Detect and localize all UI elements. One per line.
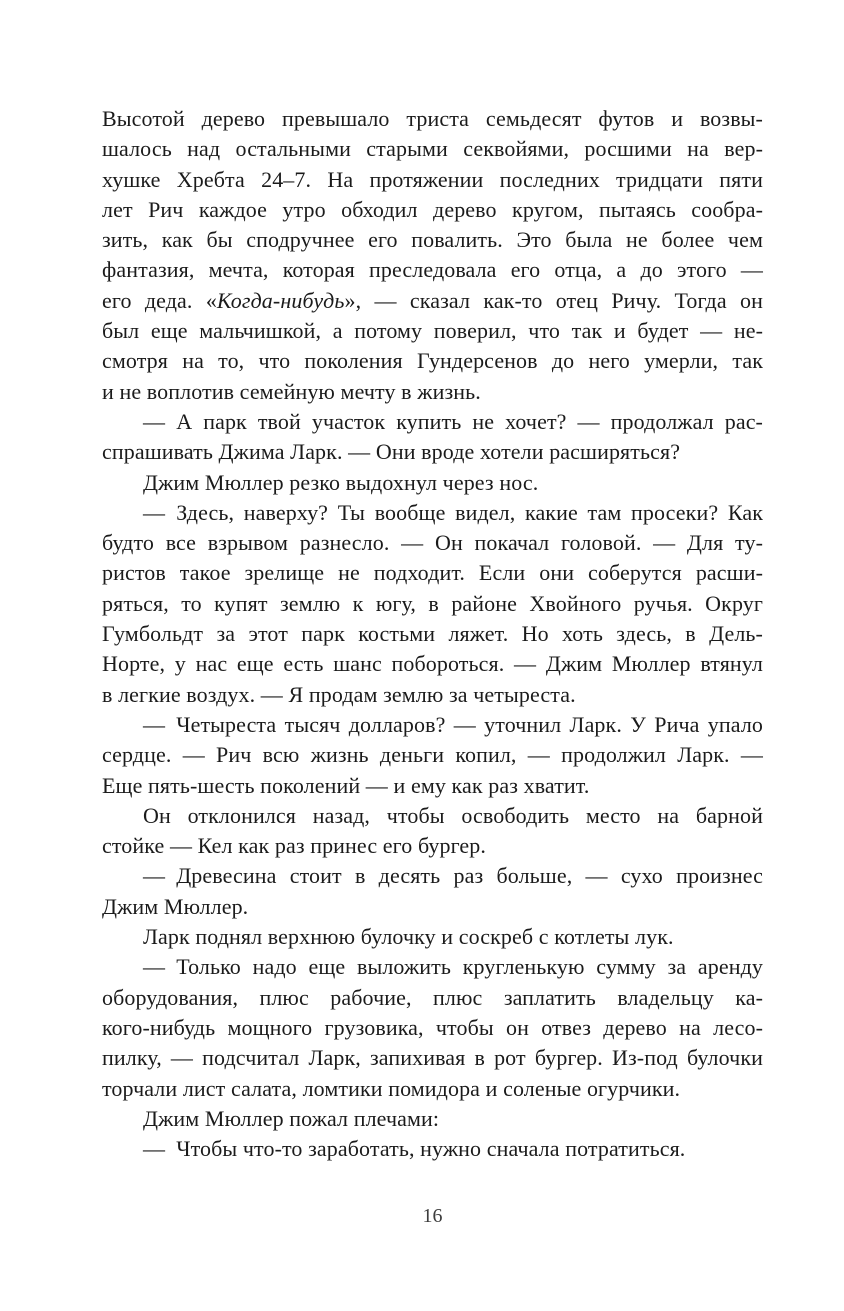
text-line (102, 589, 763, 619)
text-line (102, 892, 763, 922)
text-line (102, 528, 763, 558)
text-run: стойке — Кел как раз принес его бургер. (102, 833, 487, 859)
text-run: Джим Мюллер. (102, 893, 249, 919)
text-line (102, 952, 763, 982)
text-line (102, 680, 763, 710)
text-run: — Четыреста тысяч долларов? — уточнил Ларк. У Рича упало (143, 711, 763, 737)
text-line (102, 255, 763, 285)
text-line (102, 740, 763, 770)
text-run: кого-нибудь мощного грузовика, чтобы он отвез дерево на лесо- (102, 1014, 763, 1040)
text-run: — Только надо еще выложить кругленькую сумму за аренду (143, 954, 763, 980)
text-run: фантазия, мечта, которая преследовала его отца, а до этого — (102, 257, 763, 283)
text-run: хушке Хребта 24–7. На протяжении последних тридцати пяти (102, 166, 763, 192)
text-run: сердце. — Рич всю жизнь деньги копил, — продолжил Ларк. — (102, 742, 763, 768)
text-run: шалось над остальными старыми секвойями, росшими на вер- (102, 136, 763, 162)
text-run: Высотой дерево превышало триста семьдесят футов и возвы- (102, 106, 763, 131)
text-line (102, 619, 763, 649)
text-line (102, 195, 763, 225)
text-run: Гумбольдт за этот парк костьми ляжет. Но хоть здесь, в Дель- (102, 621, 763, 647)
text-line (102, 346, 763, 376)
text-run: торчали лист салата, ломтики помидора и соленые огурчики. (102, 1075, 681, 1101)
page-number: 16 (422, 1205, 443, 1227)
text-line (102, 1104, 763, 1134)
text-run: — Здесь, наверху? Ты вообще видел, какие там просеки? Как (143, 499, 763, 525)
text-line (102, 922, 763, 952)
text-line (102, 1134, 763, 1164)
text-line (102, 165, 763, 195)
text-line (102, 104, 763, 134)
text-line (102, 134, 763, 164)
text-line (102, 649, 763, 679)
text-run: смотря на то, что поколения Гундерсенов до него умерли, так (102, 348, 763, 374)
text-line (102, 407, 763, 437)
text-run: Ларк поднял верхнюю булочку и соскреб с котлеты лук. (143, 924, 674, 950)
text-line (102, 771, 763, 801)
text-run: ристов такое зрелище не подходит. Если они соберутся расши- (102, 560, 763, 586)
text-line (102, 1074, 763, 1104)
text-line (102, 558, 763, 588)
text-run: его деда. « (102, 287, 217, 313)
text-run: был еще мальчишкой, а потому поверил, что так и будет — не- (102, 318, 763, 344)
text-run: Норте, у нас еще есть шанс побороться. — Джим Мюллер втянул (102, 651, 763, 677)
text-line (102, 710, 763, 740)
text-line (102, 316, 763, 346)
text-line (102, 831, 763, 861)
text-run: Еще пять-шесть поколений — и ему как раз хватит. (102, 772, 590, 798)
text-line (102, 468, 763, 498)
text-run: оборудования, плюс рабочие, плюс заплатить владельцу ка- (102, 984, 763, 1010)
text-line (102, 225, 763, 255)
text-run: лет Рич каждое утро обходил дерево кругом, пытаясь сообра- (102, 196, 763, 222)
text-run: пилку, — подсчитал Ларк, запихивая в рот бургер. Из-под булочки (102, 1045, 763, 1071)
text-block (102, 104, 763, 1164)
text-run: — А парк твой участок купить не хочет? — продолжал рас- (143, 408, 763, 434)
text-line (102, 861, 763, 891)
text-run: и не воплотив семейную мечту в жизнь. (102, 378, 481, 404)
text-line (102, 801, 763, 831)
text-run: — Древесина стоит в десять раз больше, — сухо произнес (143, 863, 763, 889)
text-line (102, 437, 763, 467)
text-run: зить, как бы сподручнее его повалить. Это была не более чем (102, 227, 763, 253)
text-run: Джим Мюллер пожал плечами: (143, 1105, 440, 1131)
italic-text-run: Когда-нибудь (216, 287, 345, 313)
text-run: Он отклонился назад, чтобы освободить место на барной (143, 802, 763, 828)
text-run: ряться, то купят землю к югу, в районе Хвойного ручья. Округ (102, 590, 763, 616)
text-line (102, 498, 763, 528)
text-run: Джим Мюллер резко выдохнул через нос. (143, 469, 539, 495)
text-run: », — сказал как-то отец Ричу. Тогда он (344, 287, 763, 313)
text-line (102, 1043, 763, 1073)
text-line (102, 286, 763, 316)
text-run: будто все взрывом разнесло. — Он покачал головой. — Для ту- (102, 530, 763, 556)
text-line (102, 1013, 763, 1043)
text-run: в легкие воздух. — Я продам землю за четыреста. (102, 681, 576, 707)
text-run: — Чтобы что-то заработать, нужно сначала потратиться. (143, 1136, 686, 1162)
text-line (102, 983, 763, 1013)
text-line (102, 377, 763, 407)
text-run: спрашивать Джима Ларк. — Они вроде хотели расширяться? (102, 439, 681, 465)
